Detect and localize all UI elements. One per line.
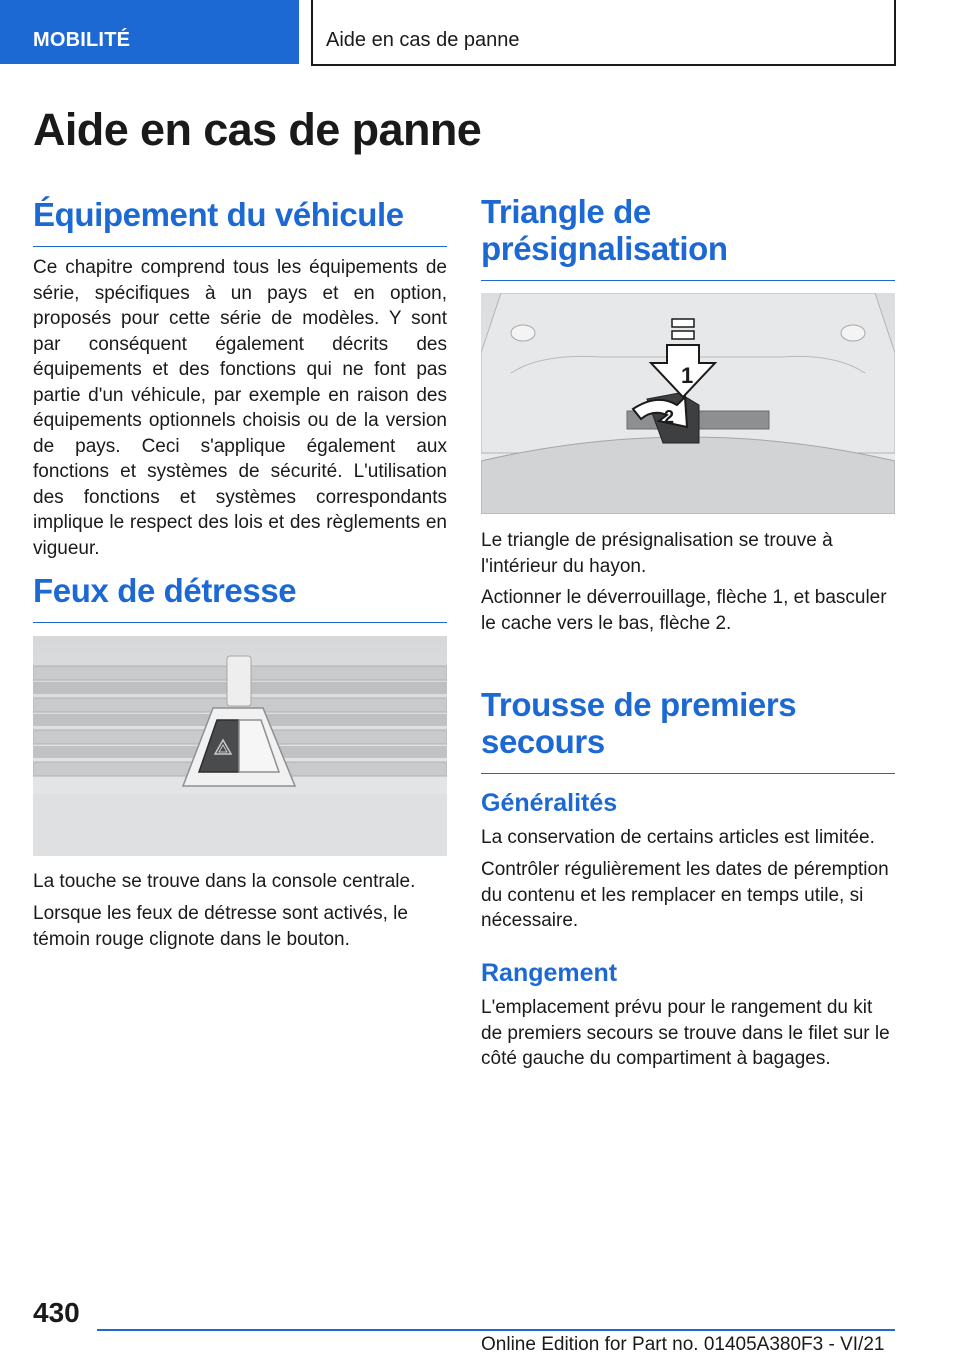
- hazard-heading: Feux de détresse: [33, 572, 447, 623]
- arrow-1-label: 1: [681, 363, 694, 388]
- chapter-tab: [311, 0, 896, 66]
- triangle-instructions-text: Actionner le déverrouillage, flèche 1, et basculer le cache vers le bas, flèche 2.: [481, 587, 887, 634]
- equipment-heading: Équipement du véhicule: [33, 196, 447, 247]
- equipment-section: [33, 196, 447, 247]
- general-heading: Généralités: [481, 789, 618, 817]
- triangle-heading: Triangle de présignalisation: [481, 193, 895, 281]
- edition-info: Online Edition for Part no. 01405A380F3 - VI/21: [481, 1334, 885, 1355]
- triangle-location-text: Le triangle de présignalisation se trouve à l'intérieur du hayon.: [481, 530, 833, 577]
- hazard-button-figure: [33, 636, 447, 856]
- page-number: 430: [33, 1297, 80, 1328]
- firstaid-heading: Trousse de premiers secours: [481, 686, 895, 774]
- storage-text: L'emplacement prévu pour le rangement du kit de premiers secours se trouve dans le filet sur le côté gauche du compartiment à bagages.: [481, 997, 890, 1069]
- tailgate-illustration: [481, 293, 895, 514]
- equipment-text: Ce chapitre comprend tous les équipements de série, spécifiques à un pays et en option, proposés pour cette série de modèles. Y sont par conséquent également décrits des équipements et des fonctions qui ne font pas partie d'un véhicule, par exemple en raison des équipements optionnels choisis ou de la version de pays. Ceci s'applique également aux fonctions et systèmes de sécurité. L'utilisation des fonctions et systèmes correspondants implique le respect des lois et des règlements en vigueur.: [33, 257, 447, 559]
- firstaid-section: [481, 686, 895, 774]
- footer-divider: [97, 1329, 895, 1331]
- section-tab: [0, 0, 299, 64]
- section-label: MOBILITÉ: [33, 29, 131, 51]
- hazard-indicator-text: Lorsque les feux de détresse sont activés, le témoin rouge clignote dans le bouton.: [33, 903, 408, 950]
- arrow-2-label: 2: [664, 407, 675, 427]
- hazard-location-text: La touche se trouve dans la console centrale.: [33, 871, 416, 892]
- general-text-2: Contrôler régulièrement les dates de péremption du contenu et les remplacer en temps utile, si nécessaire.: [481, 859, 889, 931]
- hazard-console-illustration: [33, 636, 447, 856]
- warning-triangle-figure: [481, 293, 895, 514]
- chapter-label: Aide en cas de panne: [326, 29, 520, 51]
- storage-heading: Rangement: [481, 959, 618, 987]
- general-text-1: La conservation de certains articles est limitée.: [481, 827, 875, 848]
- page-title: Aide en cas de panne: [33, 104, 482, 155]
- hazard-section: [33, 572, 447, 623]
- triangle-section: [481, 193, 895, 281]
